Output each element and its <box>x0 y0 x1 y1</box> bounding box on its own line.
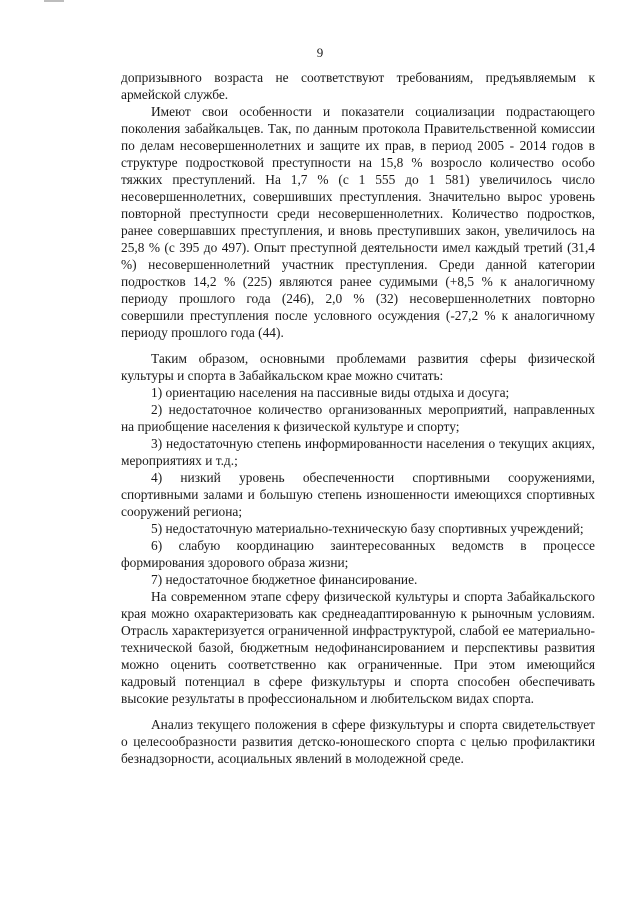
page-number: 9 <box>316 45 324 60</box>
list-item-7: 7) недостаточное бюджетное финансирование. <box>151 572 418 587</box>
list-item-2: 2) недостаточное количество организованных мероприятий, направленных на приобщение населения к физической культуре и спорту; <box>121 402 595 434</box>
list-item-3: 3) недостаточную степень информированности населения о текущих акциях, мероприятиях и т.д.; <box>121 436 595 468</box>
paragraph-continuation: допризывного возраста не соответствуют требованиям, предъявляемым к армейской службе. <box>121 70 595 102</box>
scan-corner-mark <box>44 0 64 2</box>
paragraph-analysis: Анализ текущего положения в сфере физкультуры и спорта свидетельствует о целесообразности развития детско-юношеского спорта с целью профилактики безнадзорности, асоциальных явлений в молодежной среде. <box>121 717 595 766</box>
list-item-1: 1) ориентацию населения на пассивные виды отдыха и досуга; <box>151 385 510 400</box>
document-body <box>121 69 595 767</box>
paragraph-current-stage: На современном этапе сферу физической культуры и спорта Забайкальского края можно охарактеризовать как среднеадаптированную к рыночным условиям. Отрасль характеризуется ограниченной инфраструктурой, слабой ее материально-технической базой, бюджетным недофинансированием и перспективы развития можно оценить соответственно как ограниченные. При этом имеющийся кадровый потенциал в сфере физкультуры и спорта способен обеспечивать высокие результаты в профессиональном и любительском видах спорта. <box>121 589 595 706</box>
paragraph-juvenile-crime: Имеют свои особенности и показатели социализации подрастающего поколения забайкальцев. Так, по данным протокола Правительственной комиссии по делам несовершеннолетних и защите их прав, в период 2005 - 2014 годов в структуре подростковой преступности на 15,8 % возросло количество особо тяжких преступлений. На 1,7 % (с 1 555 до 1 581) увеличилось число несовершеннолетних, совершивших преступления. Значительно вырос уровень повторной преступности среди несовершеннолетних. Количество подростков, ранее совершавших преступления, и вновь преступивших закон, увеличилось на 25,8 % (с 395 до 497). Опыт преступной деятельности имел каждый третий (31,4 %) несовершеннолетний участник преступления. Среди данной категории подростков 14,2 % (225) являются ранее судимыми (+8,5 % к аналогичному периоду прошлого года (246), 2,0 % (32) несовершеннолетних повторно совершили преступления после условного осуждения (-27,2 % к аналогичному периоду прошлого года (44). <box>121 104 595 340</box>
list-item-4: 4) низкий уровень обеспеченности спортивными сооружениями, спортивными залами и большую степень изношенности имеющихся спортивных сооружений региона; <box>121 470 595 519</box>
list-item-5: 5) недостаточную материально-техническую базу спортивных учреждений; <box>151 521 584 536</box>
list-item-6: 6) слабую координацию заинтересованных ведомств в процессе формирования здорового образа жизни; <box>121 538 595 570</box>
paragraph-problems-intro: Таким образом, основными проблемами развития сферы физической культуры и спорта в Забайкальском крае можно считать: <box>121 351 595 383</box>
